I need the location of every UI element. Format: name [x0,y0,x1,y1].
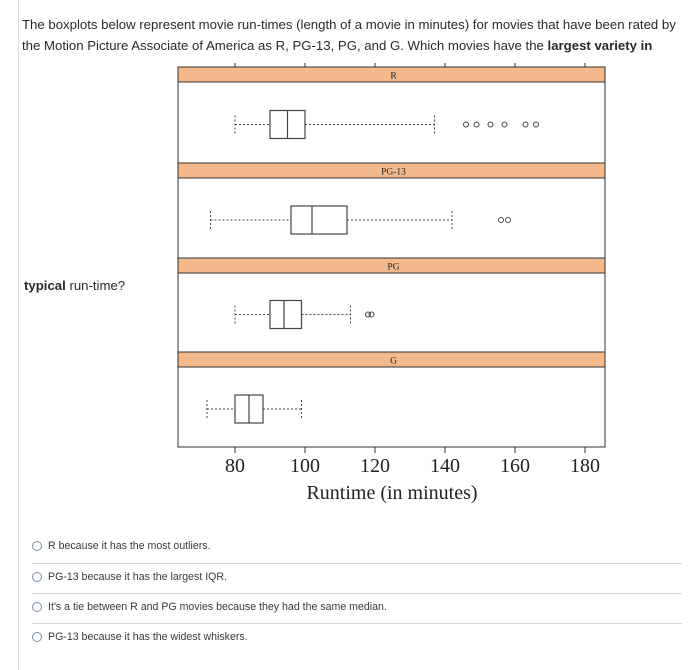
tick-label-120: 120 [360,455,390,477]
x-axis-label: Runtime (in minutes) [306,482,478,504]
divider [32,593,682,594]
radio-button[interactable] [32,602,42,612]
radio-button[interactable] [32,541,42,551]
divider [32,623,682,624]
answer-option-2[interactable] [32,571,227,583]
question-emphasis: largest variety in [547,38,653,53]
strip-label-G: G [390,356,397,367]
plot-frame [178,67,605,447]
tick-label-140: 140 [430,455,460,477]
answer-option-1[interactable] [32,540,211,552]
answer-option-4[interactable] [32,631,248,643]
strip-label-PG: PG [387,262,400,273]
tick-label-80: 80 [225,455,245,477]
answer-option-3[interactable] [32,601,387,613]
strip-label-PG-13: PG-13 [381,167,406,178]
divider [32,563,682,564]
tick-label-180: 180 [570,455,600,477]
answer-label: PG-13 because it has the largest IQR. [48,571,228,583]
box-PG [270,301,302,329]
radio-button[interactable] [32,572,42,582]
tick-label-100: 100 [290,455,320,477]
answer-label: PG-13 because it has the widest whiskers. [48,631,248,643]
question-emphasis-typical: typical [24,278,66,293]
question-body: The boxplots below represent movie run-times (length of a movie in minutes) for movies that have been rated by the Motion Picture Associate of America as R, PG-13, PG, and G. Which movies have the [22,17,676,53]
tick-label-160: 160 [500,455,530,477]
strip-label-R: R [390,71,397,82]
question-end: run-time? [65,278,126,293]
answer-label: It's a tie between R and PG movies because they had the same median. [48,601,387,613]
radio-button[interactable] [32,632,42,642]
answer-label: R because it has the most outliers. [48,540,211,552]
box-PG-13 [291,206,347,234]
